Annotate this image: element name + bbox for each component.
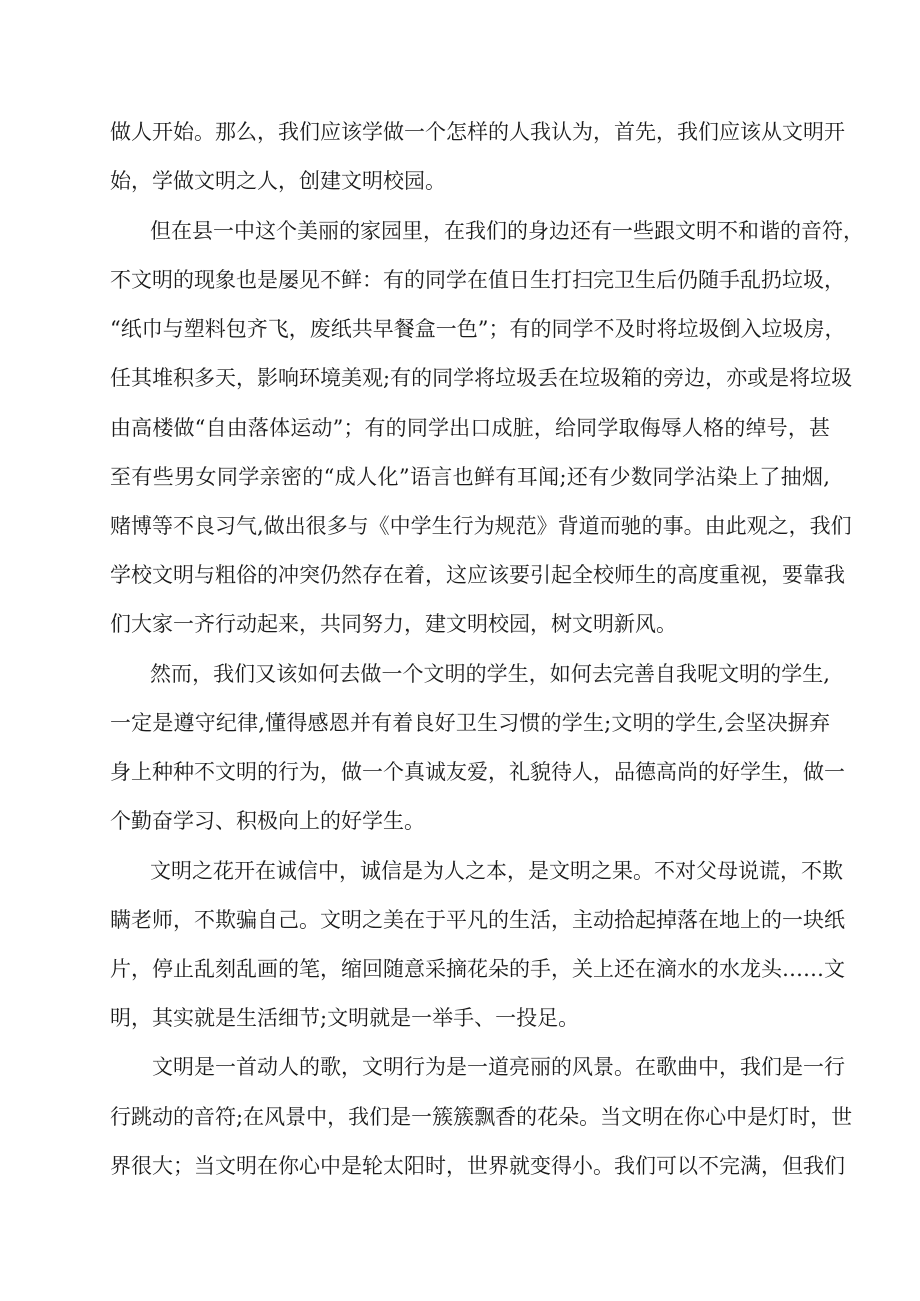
- paragraph-first-line: 文明之花开在诚信中，诚信是为人之本，是文明之果。不对父母说谎，不欺: [150, 859, 843, 883]
- text-line: 学校文明与粗俗的冲突仍然存在着，这应该要引起全校师生的高度重视，要靠我: [110, 563, 845, 587]
- text-line: 至有些男女同学亲密的“成人化”语言也鲜有耳闻;还有少数同学沾染上了抽烟,: [110, 465, 830, 489]
- text-line: 片，停止乱刻乱画的笔，缩回随意采摘花朵的手，关上还在滴水的水龙头……文: [110, 957, 845, 981]
- text-line: 明，其实就是生活细节;文明就是一举手、一投足。: [110, 1006, 580, 1030]
- text-line: 做人开始。那么，我们应该学做一个怎样的人我认为，首先，我们应该从文明开: [110, 120, 845, 144]
- text-line: 身上种种不文明的行为，做一个真诚友爱，礼貌待人，品德高尚的好学生，做一: [110, 760, 845, 784]
- text-line: “纸巾与塑料包齐飞，废纸共早餐盒一色”；有的同学不及时将垃圾倒入垃圾房，: [110, 317, 846, 341]
- text-line: 界很大；当文明在你心中是轮太阳时，世界就变得小。我们可以不完满，但我们: [110, 1154, 845, 1178]
- text-line: 瞒老师，不欺骗自己。文明之美在于平凡的生活，主动拾起掉落在地上的一块纸: [110, 908, 845, 932]
- text-line: 行跳动的音符;在风景中，我们是一簇簇飘香的花朵。当文明在你心中是灯时，世: [110, 1105, 853, 1129]
- paragraph-first-line: 但在县一中这个美丽的家园里，在我们的身边还有一些跟文明不和谐的音符，: [150, 219, 864, 243]
- text-line: 们大家一齐行动起来，共同努力，建文明校园，树文明新风。: [110, 612, 677, 636]
- text-line: 始，学做文明之人，创建文明校园。: [110, 169, 446, 193]
- paragraph-first-line: 然而，我们又该如何去做一个文明的学生，如何去完善自我呢文明的学生,: [150, 662, 830, 686]
- text-line: 不文明的现象也是屡见不鲜：有的同学在值日生打扫完卫生后仍随手乱扔垃圾，: [110, 268, 845, 292]
- text-line: 赌博等不良习气,做出很多与《中学生行为规范》背道而驰的事。由此观之，我们: [110, 514, 852, 538]
- text-line: 任其堆积多天，影响环境美观;有的同学将垃圾丢在垃圾箱的旁边，亦或是将垃圾: [110, 366, 853, 390]
- paragraph-first-line: 文明是一首动人的歌，文明行为是一道亮丽的风景。在歌曲中，我们是一行: [152, 1055, 845, 1079]
- text-line: 个勤奋学习、积极向上的好学生。: [110, 809, 425, 833]
- text-line: 一定是遵守纪律,懂得感恩并有着良好卫生习惯的学生;文明的学生,会坚决摒弃: [110, 711, 830, 735]
- text-line: 由高楼做“自由落体运动”；有的同学出口成脏，给同学取侮辱人格的绰号，甚: [110, 416, 830, 440]
